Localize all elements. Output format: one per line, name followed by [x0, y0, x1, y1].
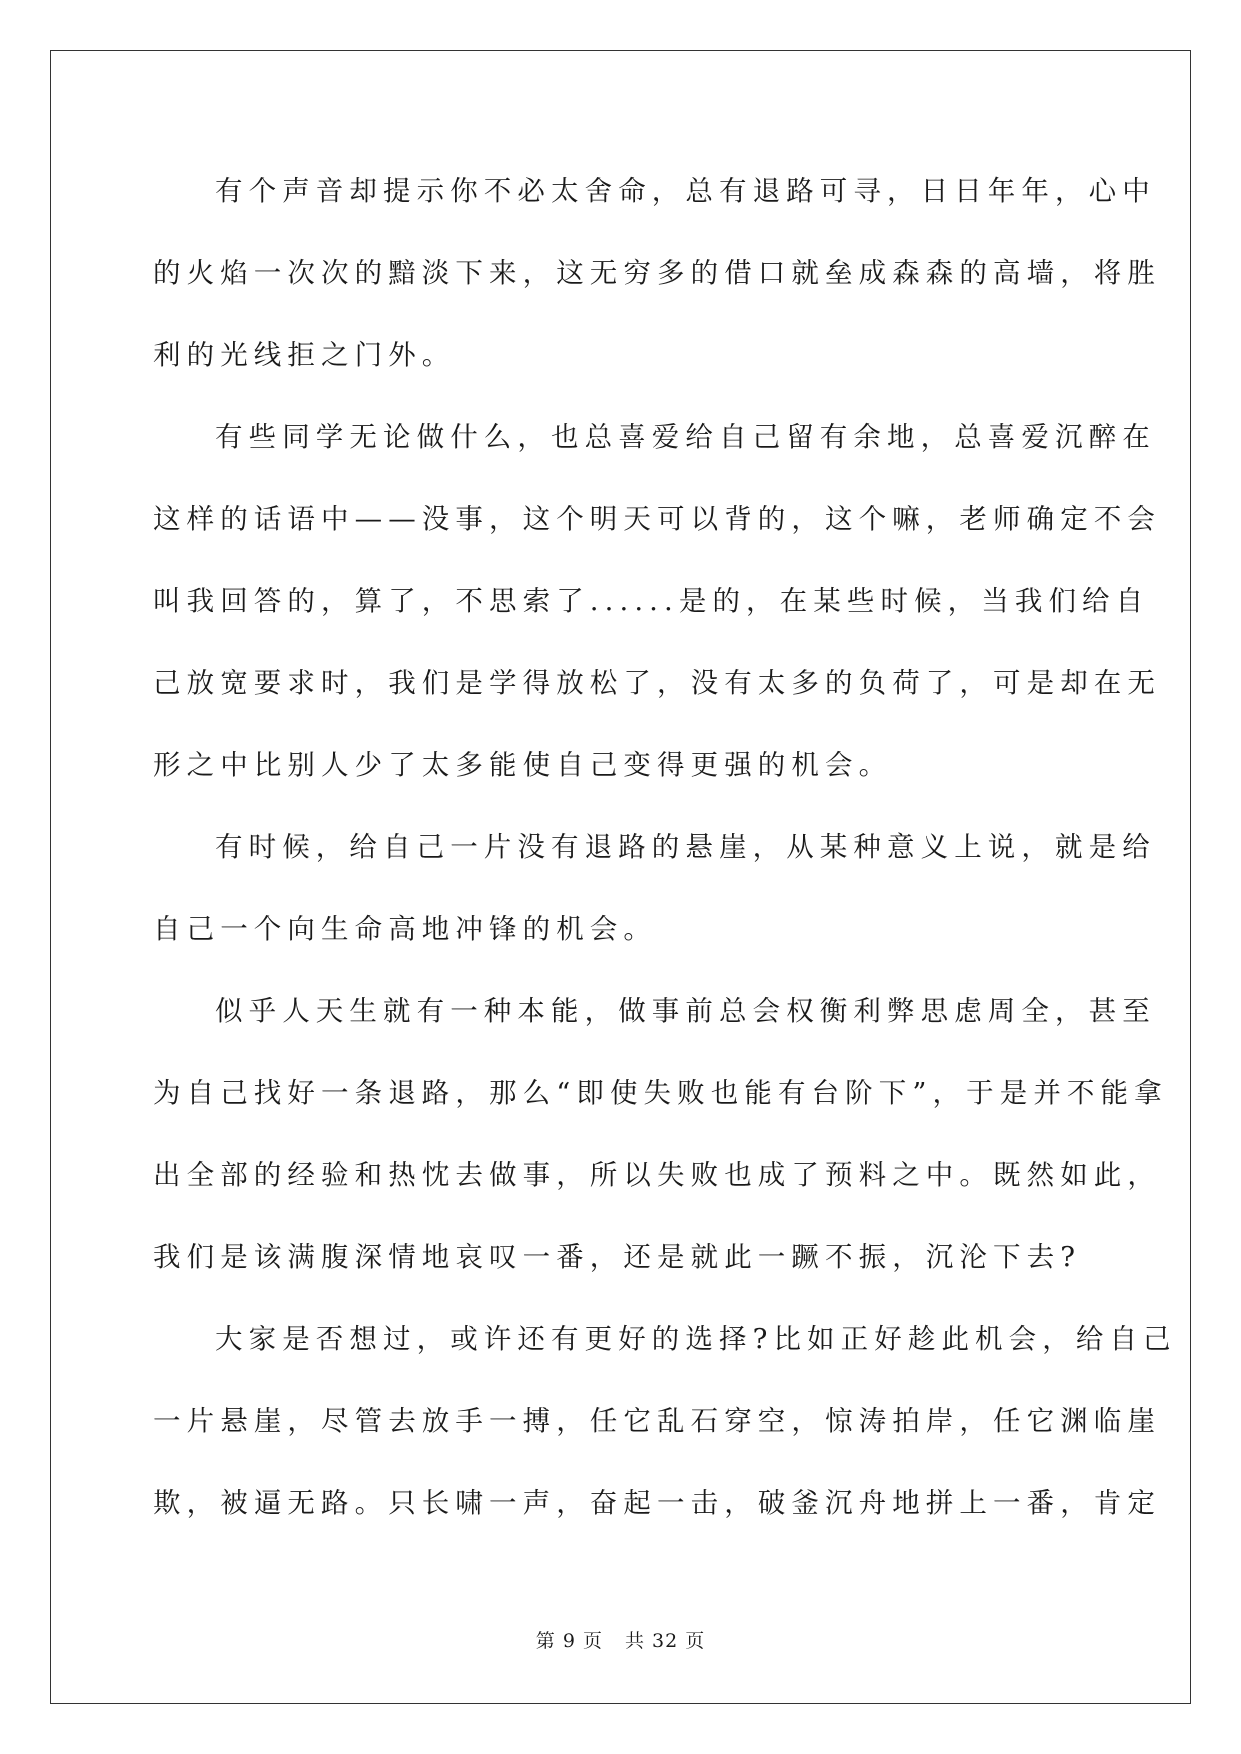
- text-line: 有个声音却提示你不必太舍命，总有退路可寻，日日年年，心中: [215, 175, 1156, 207]
- text-line: 有时候，给自己一片没有退路的悬崖，从某种意义上说，就是给: [215, 831, 1156, 863]
- text-line: 叫我回答的，算了，不思索了......是的，在某些时候，当我们给自: [153, 585, 1150, 617]
- text-line: 似乎人天生就有一种本能，做事前总会权衡利弊思虑周全，甚至: [215, 995, 1156, 1027]
- text-line: 一片悬崖，尽管去放手一搏，任它乱石穿空，惊涛拍岸，任它渊临崖: [153, 1405, 1161, 1437]
- text-line: 这样的话语中——没事，这个明天可以背的，这个嘛，老师确定不会: [153, 503, 1161, 535]
- text-line: 大家是否想过，或许还有更好的选择?比如正好趁此机会，给自己: [215, 1323, 1177, 1355]
- text-line: 形之中比别人少了太多能使自己变得更强的机会。: [153, 749, 893, 781]
- text-line: 的火焰一次次的黯淡下来，这无穷多的借口就垒成森森的高墙，将胜: [153, 257, 1161, 289]
- page-total: 共 32 页: [624, 1630, 706, 1652]
- text-line: 利的光线拒之门外。: [153, 339, 456, 371]
- page-number: 第 9 页: [535, 1630, 603, 1652]
- text-line: 出全部的经验和热忱去做事，所以失败也成了预料之中。既然如此，: [153, 1159, 1161, 1191]
- text-line: 我们是该满腹深情地哀叹一番，还是就此一蹶不振，沉沦下去?: [153, 1241, 1082, 1273]
- document-body: [153, 150, 1177, 1544]
- page-footer: [0, 1627, 1241, 1655]
- text-line: 己放宽要求时，我们是学得放松了，没有太多的负荷了，可是却在无: [153, 667, 1161, 699]
- text-line: 欺，被逼无路。只长啸一声，奋起一击，破釜沉舟地拼上一番，肯定: [153, 1487, 1161, 1519]
- text-line: 为自己找好一条退路，那么“即使失败也能有台阶下”，于是并不能拿: [153, 1077, 1168, 1109]
- text-line: 有些同学无论做什么，也总喜爱给自己留有余地，总喜爱沉醉在: [215, 421, 1156, 453]
- text-line: 自己一个向生命高地冲锋的机会。: [153, 913, 657, 945]
